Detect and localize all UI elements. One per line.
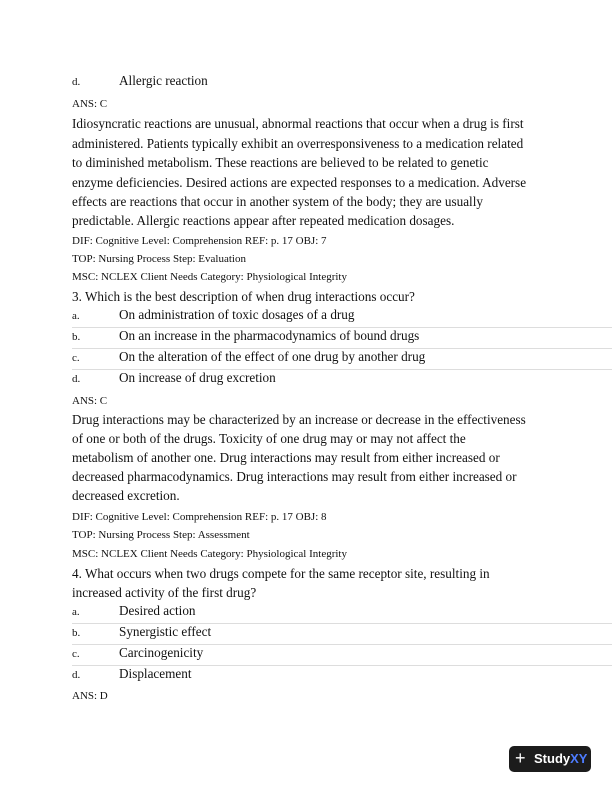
q2-rationale-line: Idiosyncratic reactions are unusual, abnormal reactions that occur when a drug is first <box>72 116 524 131</box>
q2-rationale-line: administered. Patients typically exhibit an overresponsiveness to a medication related <box>72 136 524 151</box>
q4-option-d <box>72 666 612 686</box>
q3-rationale-line: metabolism of another one. Drug interactions may result from either increased or <box>72 450 500 465</box>
q3-option-c <box>72 349 612 370</box>
option-text: Synergistic effect <box>119 624 212 639</box>
q3-question: 3. Which is the best description of when drug interactions occur? <box>72 289 415 304</box>
q2-rationale-line: predictable. Allergic reactions appear after repeated medication dosages. <box>72 213 455 228</box>
q3-topic: TOP: Nursing Process Step: Assessment <box>72 529 250 541</box>
option-text: Displacement <box>119 666 192 681</box>
q2-rationale-line: effects are reactions that occur in another system of the body; they are usually <box>72 194 483 209</box>
option-text: Allergic reaction <box>119 73 208 88</box>
q2-msc: MSC: NCLEX Client Needs Category: Physiological Integrity <box>72 271 347 283</box>
q2-option-d <box>72 73 612 93</box>
q3-option-a <box>72 307 612 328</box>
q4-question-line: increased activity of the first drug? <box>72 585 257 600</box>
option-text: On administration of toxic dosages of a drug <box>119 307 355 322</box>
q3-rationale-line: decreased pharmacodynamics. Drug interactions may result from either increased or <box>72 469 517 484</box>
option-letter: b. <box>72 627 81 639</box>
q3-msc: MSC: NCLEX Client Needs Category: Physiological Integrity <box>72 548 347 560</box>
q2-topic: TOP: Nursing Process Step: Evaluation <box>72 253 246 265</box>
option-text: Carcinogenicity <box>119 645 204 660</box>
q4-option-a <box>72 603 612 624</box>
q4-answer: ANS: D <box>72 690 108 702</box>
brand-accent: XY <box>570 751 588 766</box>
option-text: On increase of drug excretion <box>119 370 276 385</box>
q3-rationale-line: Drug interactions may be characterized by an increase or decrease in the effectiveness <box>72 412 526 427</box>
option-letter: b. <box>72 331 81 343</box>
q3-rationale-line: of one or both of the drugs. Toxicity of one drug may or may not affect the <box>72 431 466 446</box>
option-text: On the alteration of the effect of one drug by another drug <box>119 349 426 364</box>
q3-dif: DIF: Cognitive Level: Comprehension REF: p. 17 OBJ: 8 <box>72 511 327 523</box>
option-letter: a. <box>72 606 80 618</box>
studyxy-logo[interactable] <box>509 746 591 772</box>
option-letter: c. <box>72 352 80 364</box>
plus-icon: + <box>515 748 526 768</box>
q2-rationale-line: enzyme deficiencies. Desired actions are expected responses to a medication. Adverse <box>72 175 527 190</box>
q3-rationale-line: decreased excretion. <box>72 488 180 503</box>
option-letter: d. <box>72 669 81 681</box>
option-text: Desired action <box>119 603 196 618</box>
option-text: On an increase in the pharmacodynamics of bound drugs <box>119 328 420 343</box>
option-letter: d. <box>72 76 81 88</box>
q4-question-line: 4. What occurs when two drugs compete for the same receptor site, resulting in <box>72 566 490 581</box>
option-letter: d. <box>72 373 81 385</box>
q3-answer: ANS: C <box>72 395 108 407</box>
brand-name <box>534 751 587 767</box>
q2-rationale-line: to diminished metabolism. These reactions are believed to be related to genetic <box>72 155 489 170</box>
brand-main: Study <box>534 751 571 766</box>
option-letter: a. <box>72 310 80 322</box>
q4-option-b <box>72 624 612 645</box>
q4-option-c <box>72 645 612 666</box>
q3-option-b <box>72 328 612 349</box>
option-letter: c. <box>72 648 80 660</box>
q2-dif: DIF: Cognitive Level: Comprehension REF: p. 17 OBJ: 7 <box>72 235 327 247</box>
q3-option-d <box>72 370 612 390</box>
q2-answer: ANS: C <box>72 98 108 110</box>
